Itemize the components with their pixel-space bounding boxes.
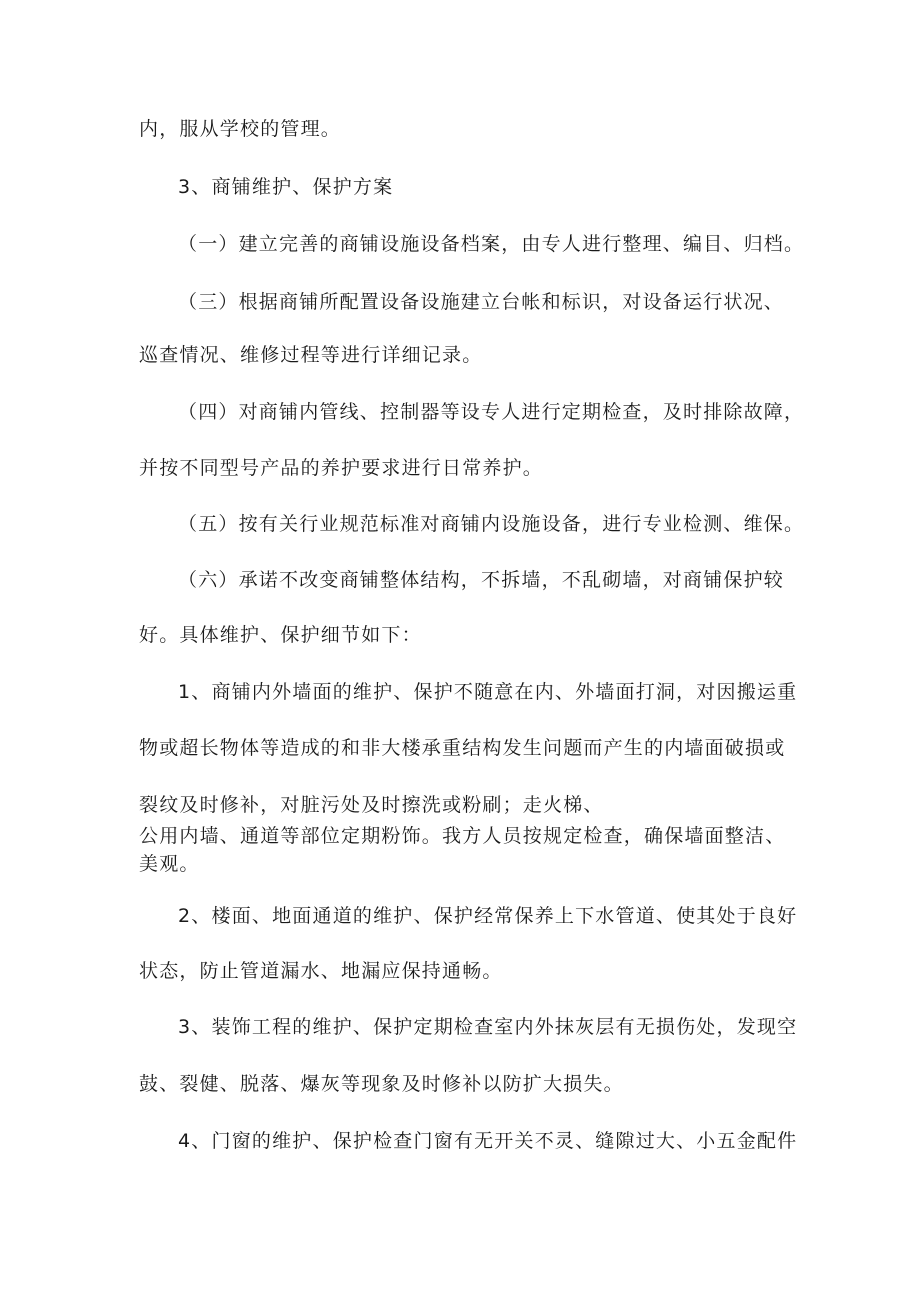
text-line: 1、商铺内外墙面的维护、保护不随意在内、外墙面打洞，对因搬运重: [178, 681, 798, 703]
text-line: 内，服从学校的管理。: [139, 118, 342, 140]
section-heading: 3、商铺维护、保护方案: [178, 176, 394, 198]
text-line: （五）按有关行业规范标准对商铺内设施设备，进行专业检测、维保。: [178, 513, 805, 535]
text-line: （四）对商铺内管线、控制器等设专人进行定期检查，及时排除故障，: [178, 401, 805, 423]
text-line: 公用内墙、通道等部位定期粉饰。我方人员按规定检查，确保墙面整洁、: [139, 825, 786, 847]
text-line: 4、门窗的维护、保护检查门窗有无开关不灵、缝隙过大、小五金配件: [178, 1130, 798, 1152]
text-line: 鼓、裂健、脱落、爆灰等现象及时修补以防扩大损失。: [139, 1073, 624, 1095]
text-line: 物或超长物体等造成的和非大楼承重结构发生问题而产生的内墙面破损或: [139, 737, 786, 759]
text-line: 状态，防止管道漏水、地漏应保持通畅。: [139, 960, 503, 982]
text-line: 裂纹及时修补，对脏污处及时擦洗或粉刷；走火梯、: [139, 794, 604, 816]
text-line: 美观。: [139, 853, 200, 875]
text-line: 3、装饰工程的维护、保护定期检查室内外抹灰层有无损伤处，发现空: [178, 1016, 798, 1038]
text-line: （六）承诺不改变商铺整体结构，不拆墙，不乱砌墙，对商铺保护较: [178, 569, 785, 591]
text-line: 2、楼面、地面通道的维护、保护经常保养上下水管道、使其处于良好: [178, 905, 798, 927]
text-line: 并按不同型号产品的养护要求进行日常养护。: [139, 457, 544, 479]
text-line: 好。具体维护、保护细节如下：: [139, 624, 422, 646]
text-line: （一）建立完善的商铺设施设备档案，由专人进行整理、编目、归档。: [178, 233, 805, 255]
text-line: 巡查情况、维修过程等进行详细记录。: [139, 344, 483, 366]
text-line: （三）根据商铺所配置设备设施建立台帐和标识，对设备运行状况、: [178, 291, 785, 313]
